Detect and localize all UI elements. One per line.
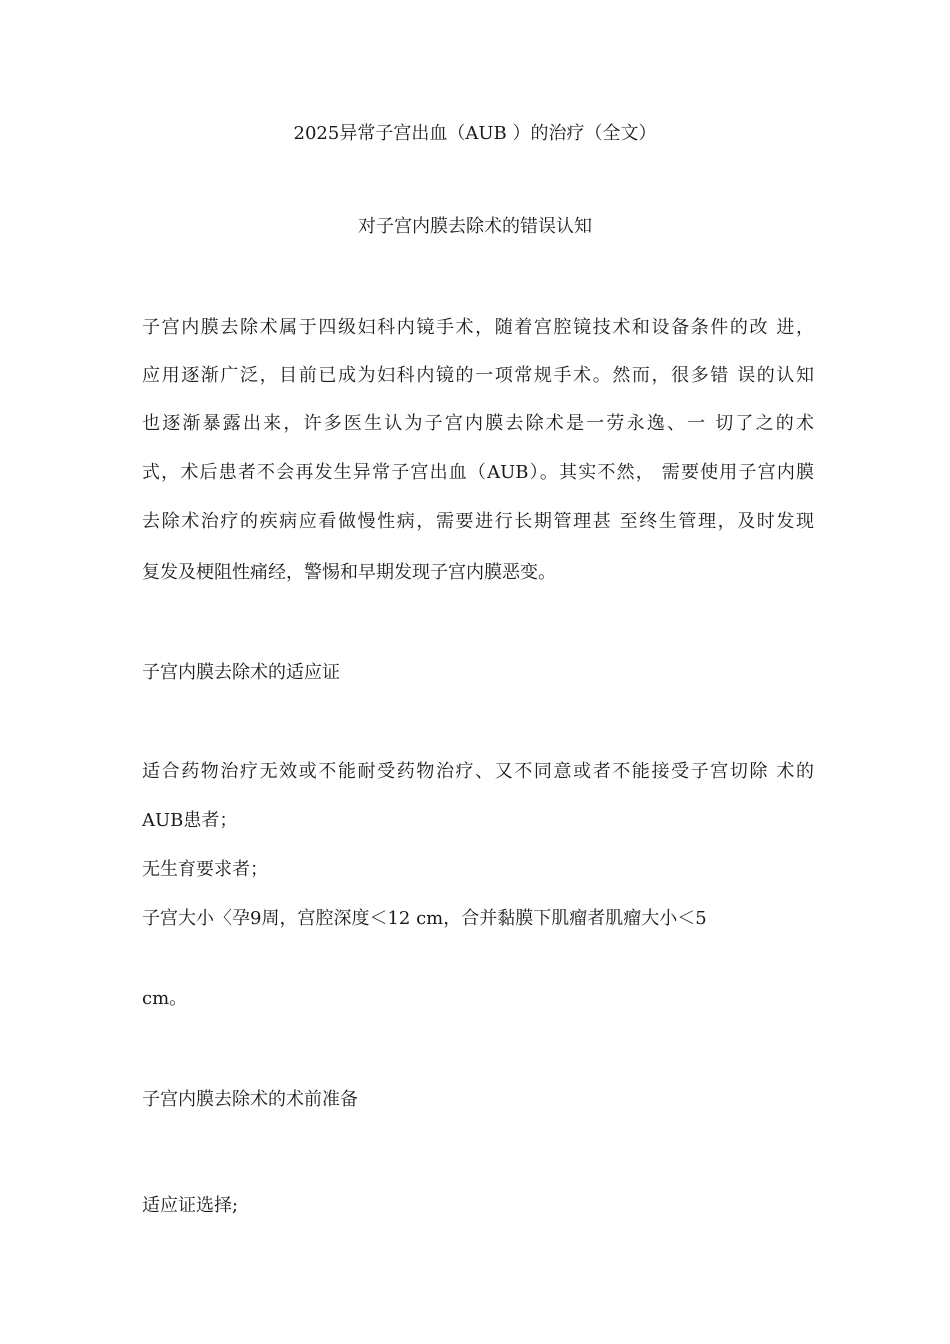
paragraph-line: 子宫内膜去除术属于四级妇科内镜手术，随着宫腔镜技术和设备条件的改 进， bbox=[142, 317, 814, 338]
list-item: cm。 bbox=[142, 988, 188, 1009]
paragraph-line: 复发及梗阻性痛经，警惕和早期发现子宫内膜恶变。 bbox=[142, 562, 556, 583]
list-item: 无生育要求者； bbox=[142, 859, 268, 880]
paragraph-line: 应用逐渐广泛，目前已成为妇科内镜的一项常规手术。然而，很多错 误的认知 bbox=[142, 365, 814, 386]
paragraph-line: 也逐渐暴露出来，许多医生认为子宫内膜去除术是一劳永逸、一 切了之的术 bbox=[142, 413, 814, 434]
paragraph-line: 式，术后患者不会再发生异常子宫出血（AUB）。其实不然， 需要使用子宫内膜 bbox=[142, 462, 814, 483]
section-heading-indications: 子宫内膜去除术的适应证 bbox=[142, 662, 340, 683]
section-heading-preoperative: 子宫内膜去除术的术前准备 bbox=[142, 1089, 358, 1110]
list-item: 子宫大小〈孕9周，宫腔深度＜12 cm，合并黏膜下肌瘤者肌瘤大小＜5 bbox=[142, 908, 707, 929]
list-item: AUB患者； bbox=[142, 810, 238, 831]
document-title: 2025异常子宫出血（AUB ）的治疗（全文） bbox=[293, 123, 657, 144]
section-heading-misconceptions: 对子宫内膜去除术的错误认知 bbox=[358, 216, 592, 237]
list-item: 适合药物治疗无效或不能耐受药物治疗、又不同意或者不能接受子宫切除 术的 bbox=[142, 761, 814, 782]
list-item: 适应证选择; bbox=[142, 1195, 239, 1216]
paragraph-line: 去除术治疗的疾病应看做慢性病，需要进行长期管理甚 至终生管理，及时发现 bbox=[142, 511, 814, 532]
